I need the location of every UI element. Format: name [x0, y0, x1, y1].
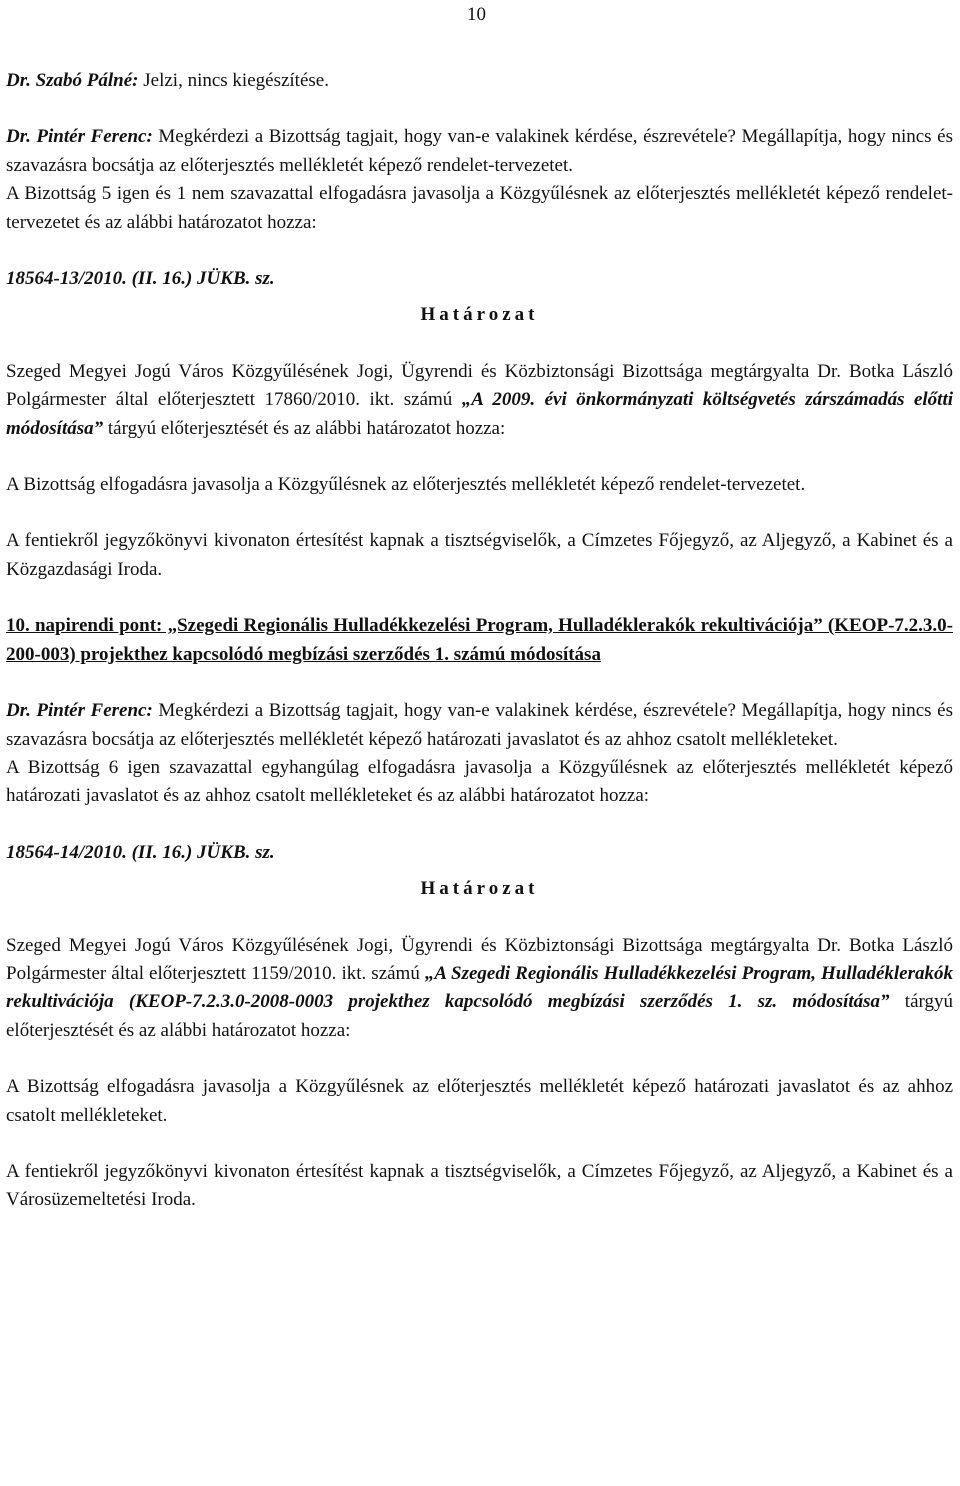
- notification-1: A fentiekről jegyzőkönyvi kivonaton értesítést kapnak a tisztségviselők, a Címzetes Főjegyző, az Aljegyző, a Kabinet és a Közgazdasági Iroda.: [6, 530, 953, 580]
- speaker-name: Dr. Szabó Pálné:: [6, 70, 139, 91]
- paragraph-vote-1: A Bizottság 5 igen és 1 nem szavazattal elfogadásra javasolja a Közgyűlésnek az előterjesztés mellékletét képező rendelet-tervezetet és az alábbi határozatot hozza:: [6, 183, 953, 233]
- paragraph-szabo: [6, 67, 953, 95]
- resolution-heading-1: Határozat: [420, 304, 539, 326]
- resolution-reference-2: 18564-14/2010. (II. 16.) JÜKB. sz.: [6, 841, 275, 863]
- resolution-decision-2: A Bizottság elfogadásra javasolja a Közgyűlésnek az előterjesztés mellékletét képező határozati javaslatot és az ahhoz csatolt mellékleteket.: [6, 1076, 953, 1126]
- page-number: 10: [467, 4, 486, 25]
- speaker-name: Dr. Pintér Ferenc:: [6, 700, 153, 722]
- paragraph-text: Megkérdezi a Bizottság tagjait, hogy van-e valakinek kérdése, észrevétele? Megállapítja, hogy nincs és szavazásra bocsátja az előterjesztés mellékletét képező rendelet-tervezetet.: [6, 126, 953, 176]
- subject-title: „A Szegedi Regionális Hulladékkezelési Program, Hulladéklerakók rekultivációja (KEOP-7.2.3.0-2008-0003 projekthez kapcsolódó megbízási szerződés 1. sz. módosítása”: [6, 962, 954, 1013]
- resolution-reference-1: 18564-13/2010. (II. 16.) JÜKB. sz.: [6, 268, 275, 290]
- paragraph-text: Jelzi, nincs kiegészítése.: [138, 70, 329, 91]
- subject-title: „A 2009. évi önkormányzati költségvetés zárszámadás előtti módosítása”: [6, 389, 953, 439]
- resolution-body-1: Szeged Megyei Jogú Város Közgyűlésének Jogi, Ügyrendi és Közbiztonsági Bizottsága megtárgyalta Dr. Botka László Polgármester által előterjesztett 17860/2010. ikt. számú „A 2009. évi önkormányzati költségvetés zárszámadás előtti módosítása” tárgyú előterjesztését és az alábbi határozatot hozza:: [6, 360, 953, 439]
- resolution-decision-1: A Bizottság elfogadásra javasolja a Közgyűlésnek az előterjesztés mellékletét képező rendelet-tervezetet.: [6, 474, 806, 496]
- paragraph-pinter-1: [6, 123, 953, 180]
- speaker-name: Dr. Pintér Ferenc:: [6, 126, 153, 148]
- paragraph-vote-2: A Bizottság 6 igen szavazattal egyhangúlag elfogadásra javasolja a Közgyűlésnek az előterjesztés mellékletét képező határozati javaslatot és az ahhoz csatolt mellékleteket és az alábbi határozatot hozza:: [6, 756, 953, 807]
- agenda-item-10: 10. napirendi pont: „Szegedi Regionális Hulladékkezelési Program, Hulladéklerakók rekultivációja” (KEOP-7.2.3.0-200-003) projekthez kapcsolódó megbízási szerződés 1. számú módosítása: [6, 615, 953, 665]
- paragraph-text: Megkérdezi a Bizottság tagjait, hogy van-e valakinek kérdése, észrevétele? Megállapítja, hogy nincs és szavazásra bocsátja az előterjesztés mellékletét képező határozati javaslatot és az ahhoz csatolt mellékleteket.: [6, 700, 953, 750]
- resolution-body-2: Szeged Megyei Jogú Város Közgyűlésének Jogi, Ügyrendi és Közbiztonsági Bizottsága megtárgyalta Dr. Botka László Polgármester által előterjesztett 1159/2010. ikt. számú „A Szegedi Regionális Hulladékkezelési Program, Hulladéklerakók rekultivációja (KEOP-7.2.3.0-2008-0003 projekthez kapcsolódó megbízási szerződés 1. sz. módosítása” tárgyú előterjesztését és az alábbi határozatot hozza:: [6, 934, 954, 1041]
- paragraph-pinter-2: [6, 697, 953, 754]
- notification-2: A fentiekről jegyzőkönyvi kivonaton értesítést kapnak a tisztségviselők, a Címzetes Főjegyző, az Aljegyző, a Kabinet és a Városüzemeltetési Iroda.: [6, 1160, 953, 1211]
- document-body: [6, 67, 953, 1215]
- resolution-heading-2: Határozat: [420, 878, 539, 900]
